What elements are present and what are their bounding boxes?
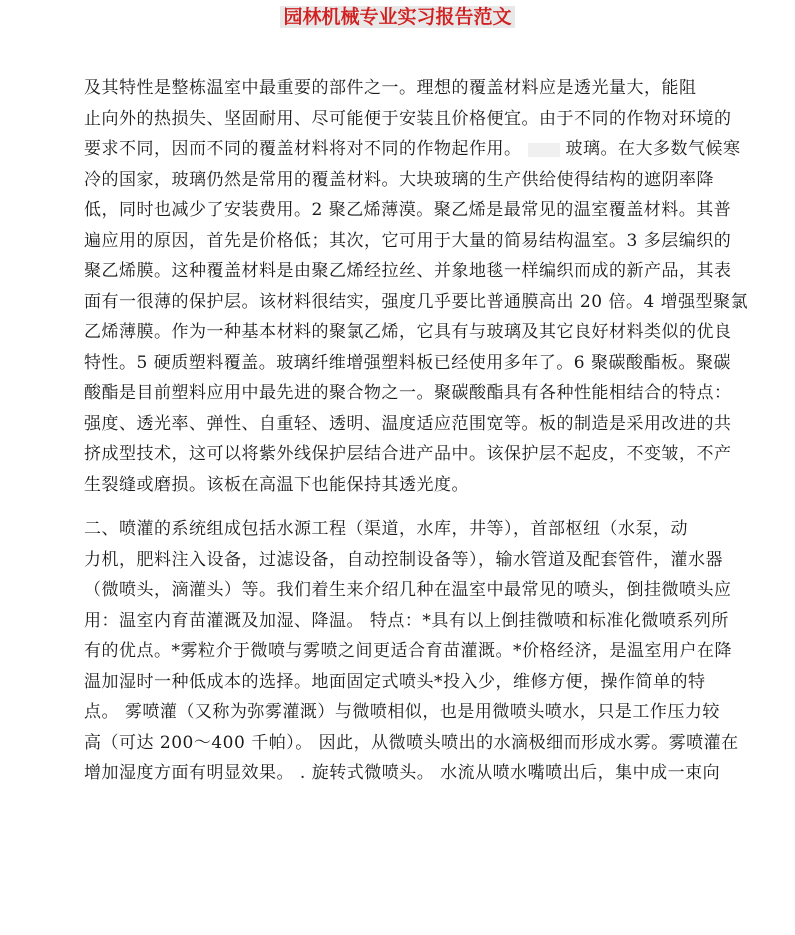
paragraph-line: 低，同时也减少了安装费用。2 聚乙烯薄漠。聚乙烯是最常见的温室覆盖材料。其普 xyxy=(84,200,732,220)
paragraph-line: 增加湿度方面有明显效果。 . 旋转式微喷头。 水流从喷水嘴喷出后，集中成一束向 xyxy=(84,763,721,783)
paragraph-line: 点。 雾喷灌（又称为弥雾灌溉）与微喷相似，也是用微喷头喷水，只是工作压力较 xyxy=(84,702,720,722)
document-title xyxy=(0,3,795,31)
paragraph-line: 挤成型技术，这可以将紫外线保护层结合进产品中。该保护层不起皮，不变皱，不产 xyxy=(84,444,732,464)
paragraph-line: 强度、透光率、弹性、自重轻、透明、温度适应范围宽等。板的制造是采用改进的共 xyxy=(84,413,732,434)
paragraph-line: 二、喷灌的系统组成包括水源工程（渠道，水库，井等），首部枢纽（水泵，动 xyxy=(84,519,688,539)
paragraph-line: 特性。5 硬质塑料覆盖。玻璃纤维增强塑料板已经使用多年了。6 聚碳酸酯板。聚碳 xyxy=(84,352,731,373)
paragraph-line: （微喷头，滴灌头）等。我们着生来介绍几种在温室中最常见的喷头，倒挂微喷头应 xyxy=(84,580,732,600)
paragraph-line: 酸酯是目前塑料应用中最先进的聚合物之一。聚碳酸酯具有各种性能相结合的特点： xyxy=(84,383,732,403)
paragraph-line-segment: 玻璃。在大多数气候寒 xyxy=(565,139,741,159)
paragraph-line: 面有一很薄的保护层。该材料很结实，强度几乎要比普通膜高出 20 倍。4 增强型聚氯 xyxy=(84,291,749,312)
paragraph-line: 止向外的热损失、坚固耐用、尽可能便于安装且价格便宜。由于不同的作物对环境的 xyxy=(84,108,732,129)
document-title-text: 园林机械专业实习报告范文 xyxy=(280,6,514,28)
paragraph-line: 冷的国家，玻璃仍然是常用的覆盖材料。大块玻璃的生产供给使得结构的遮阴率降 xyxy=(84,169,714,190)
paragraph-line: 用：温室内育苗灌溉及加湿、降温。 特点：*具有以上倒挂微喷和标准化微喷系列所 xyxy=(84,610,729,631)
paragraph-line: 有的优点。*雾粒介于微喷与雾喷之间更适合育苗灌溉。*价格经济，是温室用户在降 xyxy=(84,641,732,661)
paragraph-line: 及其特性是整栋温室中最重要的部件之一。理想的覆盖材料应是透光量大，能阻 xyxy=(84,78,697,98)
paragraph-line-segment: 要求不同，因而不同的覆盖材料将对不同的作物起作用。 xyxy=(84,139,522,159)
paragraph-line: 遍应用的原因，首先是价格低；其次，它可用于大量的简易结构温室。3 多层编织的 xyxy=(84,230,732,251)
document-body xyxy=(50,73,750,789)
paragraph-line: 力机，肥料注入设备，过滤设备，自动控制设备等），输水管道及配套管件，灌水器 xyxy=(84,549,723,570)
paragraph-line: 生裂缝或磨损。该板在高温下也能保持其透光度。 xyxy=(84,474,469,495)
paragraph-line: 乙烯薄膜。作为一种基本材料的聚氯乙烯，它具有与玻璃及其它良好材料类似的优良 xyxy=(84,322,732,342)
paragraph-sprinkler-system xyxy=(50,514,750,789)
redacted-gap xyxy=(528,143,560,157)
paragraph-covering-materials xyxy=(50,73,750,500)
paragraph-line xyxy=(50,134,750,165)
paragraph-line: 温加湿时一种低成本的选择。地面固定式喷头*投入少，维修方便，操作简单的特 xyxy=(84,671,706,692)
paragraph-line: 高（可达 200～400 千帕）。 因此，从微喷头喷出的水滴极细而形成水雾。雾喷灌在 xyxy=(84,732,739,753)
paragraph-line: 聚乙烯膜。这种覆盖材料是由聚乙烯经拉丝、并象地毯一样编织而成的新产品，其表 xyxy=(84,261,732,281)
